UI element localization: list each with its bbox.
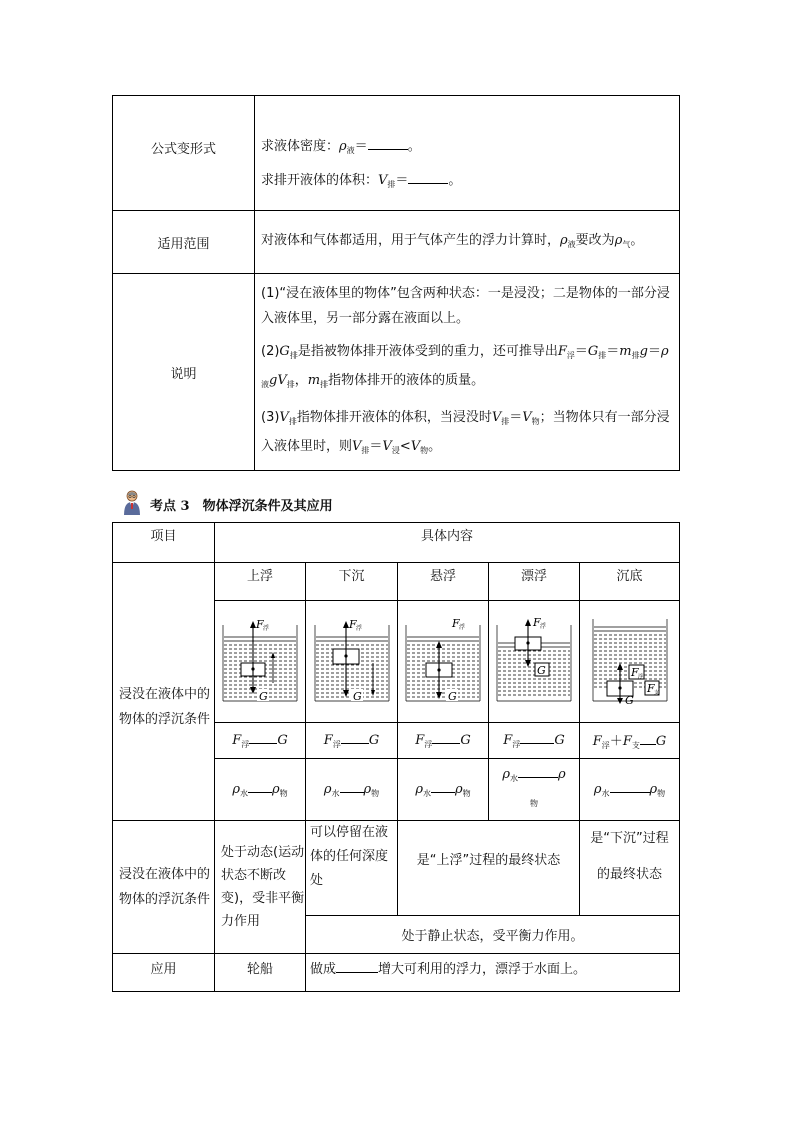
state-float: 漂浮 <box>489 563 580 601</box>
status-any-depth: 可以停留在液体的任何深度处 <box>306 821 398 916</box>
svg-text:G: G <box>259 689 268 703</box>
volume-formula: 求排开液体的体积：$V_排=$ 。 <box>261 172 462 189</box>
float-diagram <box>493 615 575 705</box>
header-row <box>113 523 680 563</box>
svg-text:F: F <box>256 617 264 631</box>
force-bottom: $F_浮+F_支$ G <box>580 723 680 759</box>
force-suspend-blank[interactable] <box>432 731 460 744</box>
svg-text:G: G <box>448 689 457 703</box>
state-rise: 上浮 <box>215 563 306 601</box>
density-sink-blank[interactable] <box>340 780 364 793</box>
svg-text:F: F <box>630 665 639 679</box>
float-sink-table <box>112 522 680 992</box>
note-2: $(2)G_排$是指被物体排开液体受到的重力，还可推导出$F_浮=G_排=m_排g=\rho_液gV_排$，$m_排$指物体排开的液体的质量。 <box>261 344 669 389</box>
scope-text: 对液体和气体都适用，用于气体产生的浮力计算时，$\rho_液$要改为$\rho_气$。 <box>255 211 680 274</box>
density-bottom-blank[interactable] <box>610 780 650 793</box>
density-sink: $\rho_水$ $\rho_物$ <box>306 759 398 821</box>
sink-diagram <box>311 615 393 705</box>
app-text: 做成 增大可利用的浮力，漂浮于水面上。 <box>306 954 680 992</box>
svg-text:浮: 浮 <box>355 624 362 632</box>
force-suspend: $F_浮$ G <box>398 723 489 759</box>
state-bottom: 沉底 <box>580 563 680 601</box>
density-float-blank[interactable] <box>518 765 558 778</box>
svg-text:浮: 浮 <box>540 622 547 630</box>
diagram-suspend <box>398 601 489 723</box>
svg-text:F: F <box>452 616 460 630</box>
state-suspend: 悬浮 <box>398 563 489 601</box>
force-float: $F_浮$ G <box>489 723 580 759</box>
condition-label-2: 浸没在液体中的物体的浮沉条件 <box>113 821 215 954</box>
svg-text:F: F <box>646 681 655 695</box>
suspend-diagram <box>402 615 484 705</box>
section-heading <box>120 490 333 516</box>
svg-text:浮: 浮 <box>459 623 466 631</box>
density-suspend: $\rho_水$ $\rho_物$ <box>398 759 489 821</box>
force-sink: $F_浮$ G <box>306 723 398 759</box>
force-bottom-blank[interactable] <box>640 732 656 745</box>
density-suspend-blank[interactable] <box>431 780 455 793</box>
teacher-icon <box>120 490 144 516</box>
app-label: 应用 <box>113 954 215 992</box>
state-sink: 下沉 <box>306 563 398 601</box>
formula-table <box>112 95 680 471</box>
header-item: 项目 <box>113 523 215 563</box>
section-title: 考点 3 物体浮沉条件及其应用 <box>150 499 333 514</box>
application-row <box>113 954 680 992</box>
note-3: $(3)V_排$指物体排开液体的体积，当浸没时$V_排=V_物$；当物体只有一部分浸入液体里时，则$V_排=V_浸<V_物$。 <box>261 410 670 455</box>
svg-text:浮: 浮 <box>263 624 270 632</box>
rise-diagram <box>219 615 301 705</box>
formula-row <box>113 96 680 211</box>
condition-label: 浸没在液体中的物体的浮沉条件 <box>113 563 215 821</box>
notes-content <box>255 274 680 471</box>
note-1: (1)“浸在液体里的物体”包含两种状态：一是浸没；二是物体的一部分浸入液体里，另一部分露在液面以上。 <box>261 286 670 326</box>
svg-text:F: F <box>348 617 357 631</box>
diagram-bottom <box>580 601 680 723</box>
density-blank[interactable] <box>368 137 408 150</box>
density-rise: $\rho_水$ $\rho_物$ <box>215 759 306 821</box>
svg-text:G: G <box>352 689 362 703</box>
diagram-sink <box>306 601 398 723</box>
svg-text:G: G <box>537 663 546 677</box>
force-rise: $F_浮$ G <box>215 723 306 759</box>
status-up-final: 是“上浮”过程的最终状态 <box>398 821 580 916</box>
force-rise-blank[interactable] <box>249 731 277 744</box>
density-formula: 求液体密度：$\rho_液=$ 。 <box>261 138 421 155</box>
svg-text:浮: 浮 <box>637 673 643 680</box>
note-label: 说明 <box>113 274 255 471</box>
force-sink-blank[interactable] <box>341 731 369 744</box>
status-down-final: 是“下沉”过程的最终状态 <box>580 821 680 916</box>
force-float-blank[interactable] <box>520 731 554 744</box>
density-float: $\rho_水$ ρ 物 <box>489 759 580 821</box>
status-static: 处于静止状态，受平衡力作用。 <box>306 916 680 954</box>
diagram-rise <box>215 601 306 723</box>
app-blank[interactable] <box>336 960 378 973</box>
state-row <box>113 563 680 601</box>
bottom-diagram <box>589 615 671 705</box>
notes-row <box>113 274 680 471</box>
diagram-float <box>489 601 580 723</box>
scope-row <box>113 211 680 274</box>
status-dynamic: 处于动态(运动状态不断改变)，受非平衡力作用 <box>215 821 306 954</box>
svg-text:F: F <box>533 615 541 629</box>
formula-content <box>255 96 680 211</box>
formula-label: 公式变形式 <box>113 96 255 211</box>
density-rise-blank[interactable] <box>248 780 272 793</box>
header-content: 具体内容 <box>215 523 680 563</box>
svg-text:G: G <box>624 693 634 705</box>
density-bottom: $\rho_水$ $\rho_物$ <box>580 759 680 821</box>
volume-blank[interactable] <box>408 171 448 184</box>
scope-label: 适用范围 <box>113 211 255 274</box>
status-row <box>113 821 680 916</box>
app-ship: 轮船 <box>215 954 306 992</box>
svg-text:支: 支 <box>653 689 659 696</box>
